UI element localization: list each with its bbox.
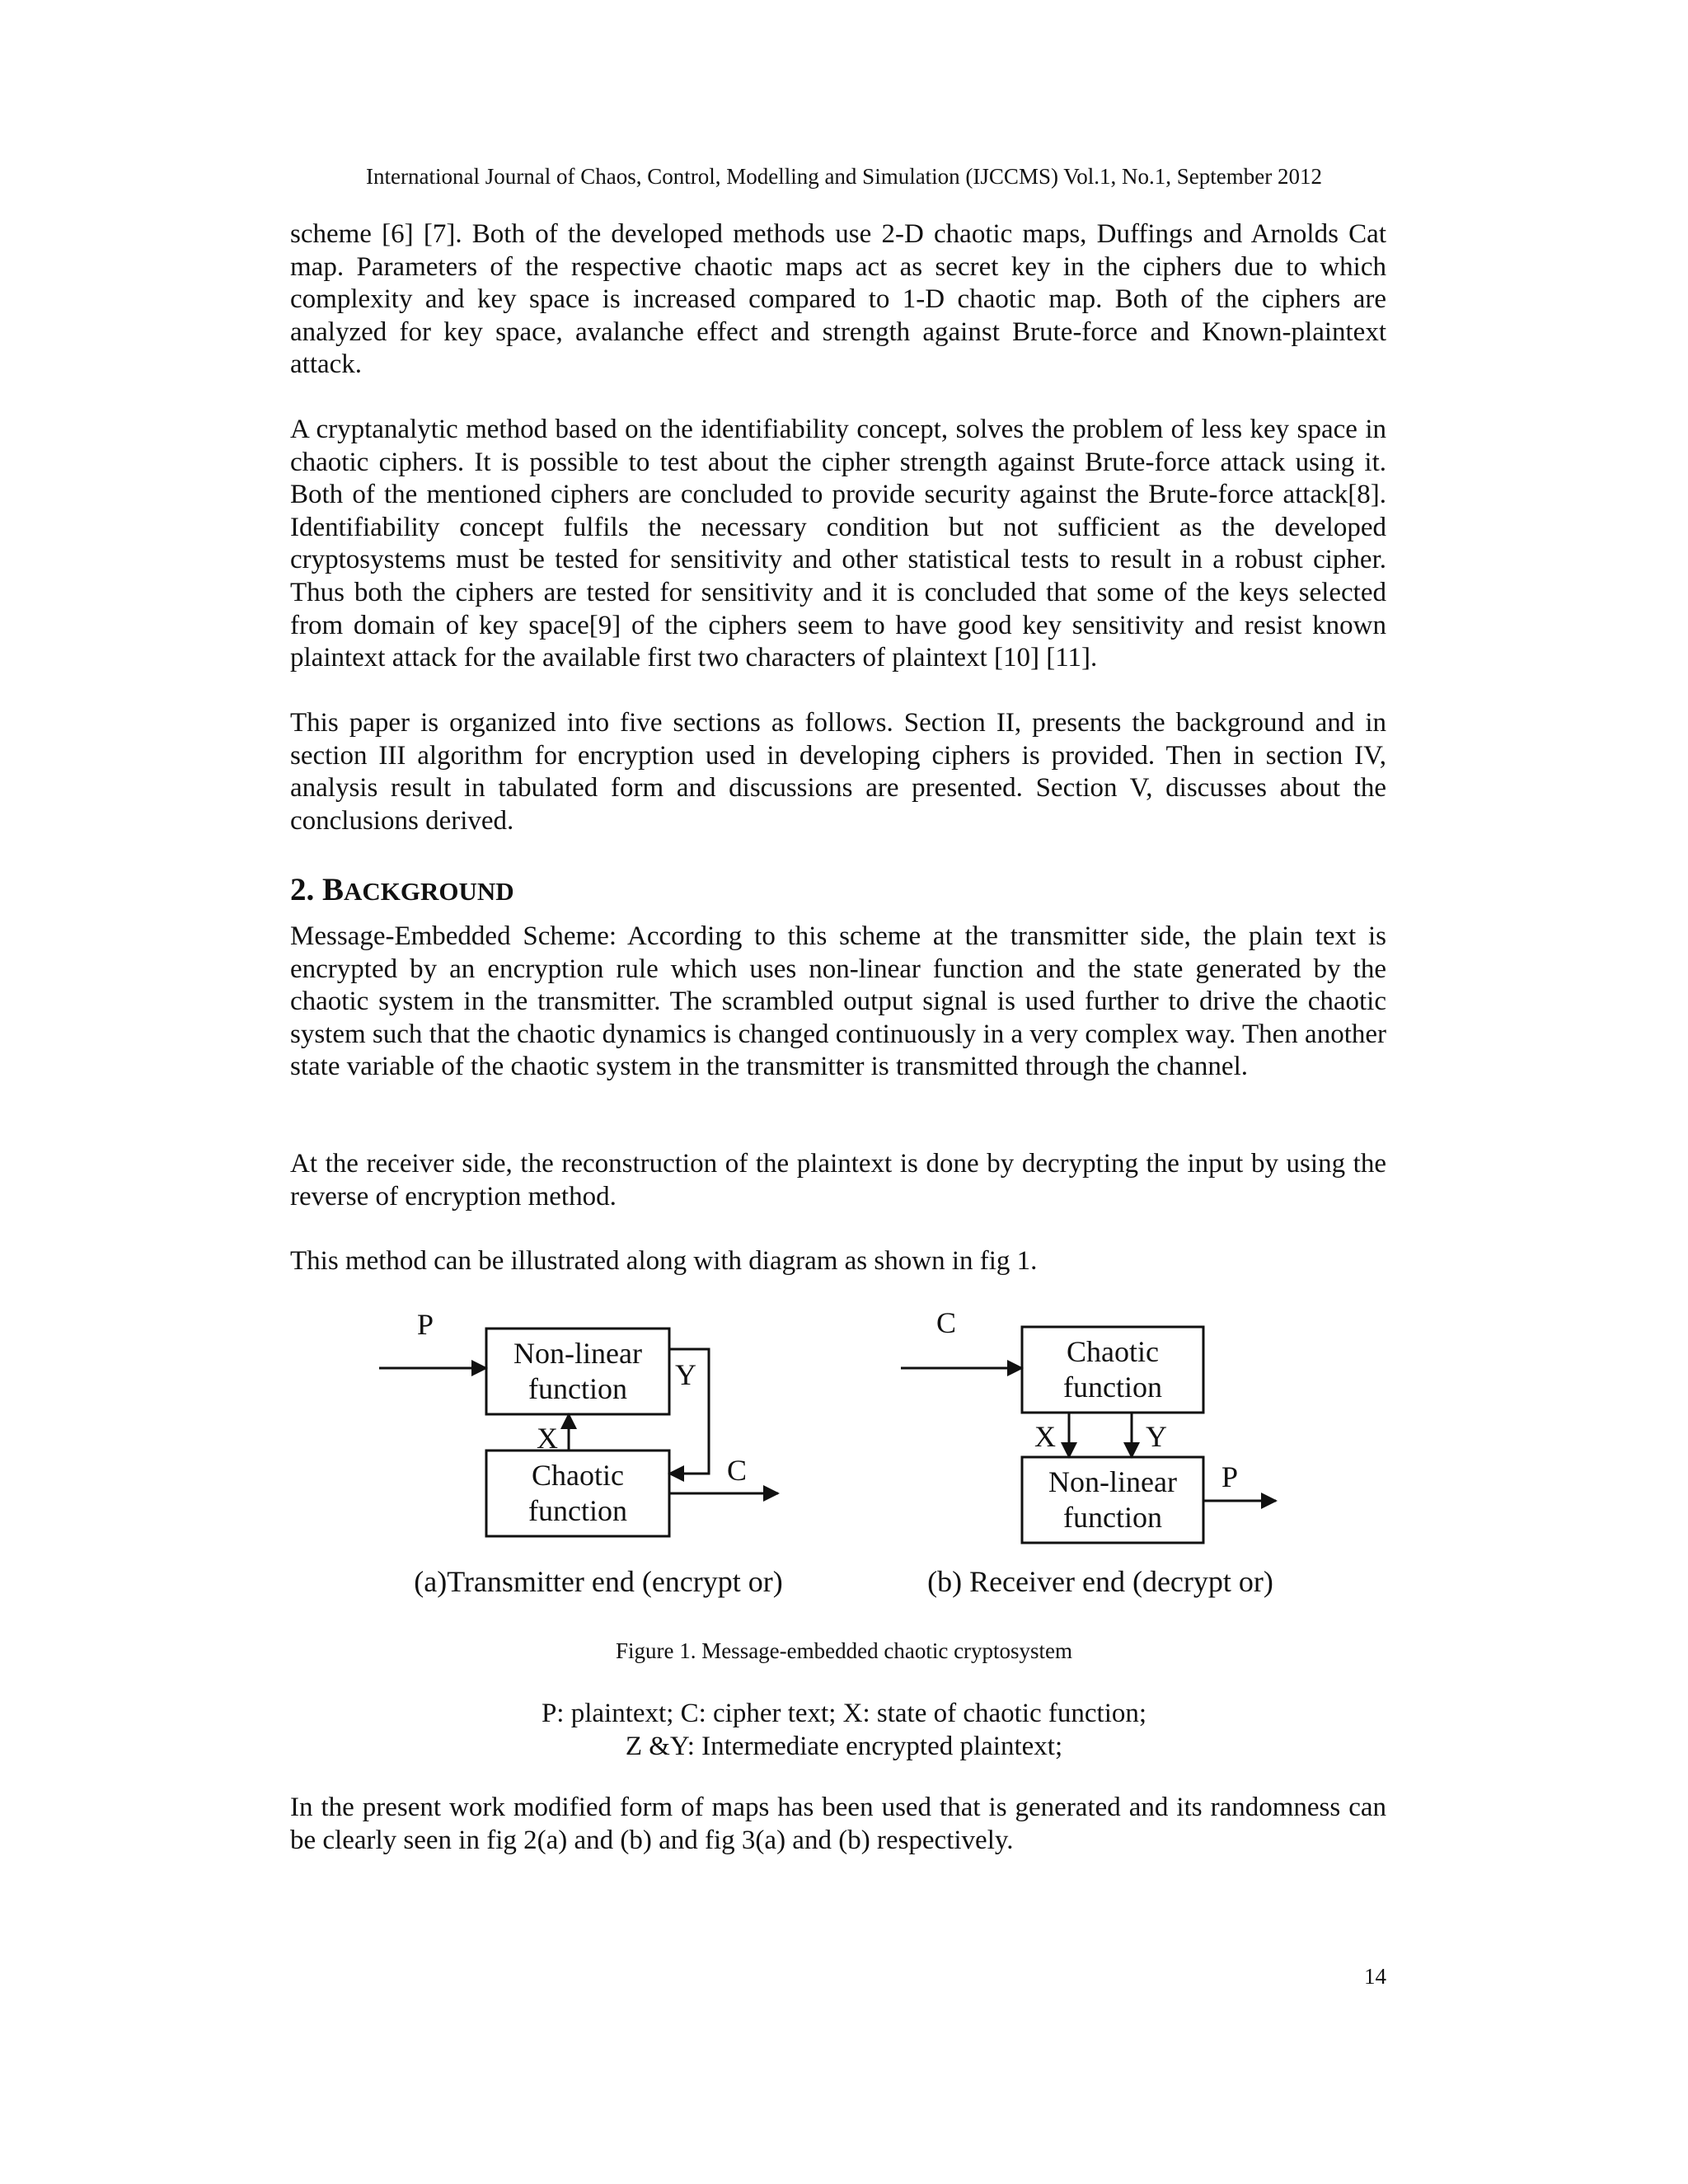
- background-paragraph-3: This method can be illustrated along with diagram as shown in fig 1.: [290, 1246, 1038, 1276]
- receiver-diagram: [901, 1306, 1276, 1598]
- transmitter-diagram: [379, 1308, 783, 1598]
- receiver-chaotic-line1: Chaotic: [1067, 1335, 1159, 1368]
- receiver-nonlinear-line1: Non-linear: [1048, 1465, 1177, 1498]
- transmitter-nonlinear-line2: function: [528, 1372, 627, 1405]
- receiver-nonlinear-line2: function: [1063, 1501, 1162, 1534]
- transmitter-chaotic-line1: Chaotic: [532, 1459, 624, 1492]
- transmitter-input-label: P: [416, 1308, 434, 1341]
- section-title-initial: B: [322, 872, 345, 907]
- receiver-x-label: X: [1034, 1420, 1056, 1453]
- receiver-y-label: Y: [1146, 1420, 1167, 1453]
- legend-line-1: P: plaintext; C: cipher text; X: state of chaotic function;: [541, 1699, 1147, 1728]
- transmitter-output-label: C: [726, 1454, 748, 1487]
- figure-1: [363, 1298, 1335, 1611]
- receiver-output-label: P: [1221, 1460, 1239, 1493]
- transmitter-x-label: X: [537, 1422, 558, 1455]
- figure-1-caption: Figure 1. Message-embedded chaotic cryptosystem: [615, 1638, 1073, 1663]
- figure-legend: [0, 1697, 1688, 1763]
- intro-paragraph-1: scheme [6] [7]. Both of the developed methods use 2-D chaotic maps, Duffings and Arnolds Cat map. Parameters of the respective chaotic maps act as secret key in the ciphers due to which complexity and key space is increased compared to 1-D chaotic map. Both of the ciphers are analyzed for key space, avalanche effect and strength against Brute-force and Known-plaintext attack.: [290, 219, 1386, 380]
- transmitter-subcaption: (a)Transmitter end (encrypt or): [414, 1565, 783, 1598]
- section-title-rest: ACKGROUND: [344, 877, 514, 906]
- background-paragraph-2: At the receiver side, the reconstruction of the plaintext is done by decrypting the input by using the reverse of encryption method.: [290, 1149, 1386, 1212]
- section-heading-background: [290, 871, 514, 911]
- background-paragraph-1: Message-Embedded Scheme: According to this scheme at the transmitter side, the plain text is encrypted by an encryption rule which uses non-linear function and the state generated by the chaotic system in the transmitter. The scrambled output signal is used further to drive the chaotic system such that the chaotic dynamics is changed continuously in a very complex way. Then another state variable of the chaotic system in the transmitter is transmitted through the channel.: [290, 921, 1386, 1082]
- figure-1-diagram: [363, 1298, 1335, 1611]
- transmitter-chaotic-line2: function: [528, 1494, 627, 1527]
- transmitter-y-label: Y: [675, 1358, 696, 1391]
- intro-paragraph-2: A cryptanalytic method based on the identifiability concept, solves the problem of less key space in chaotic ciphers. It is possible to test about the cipher strength against Brute-force attack using it. Both of the mentioned ciphers are concluded to provide security against the Brute-force attack[8]. Identifiability concept fulfils the necessary condition but not sufficient as the developed cryptosystems must be tested for sensitivity and other statistical tests to result in a robust cipher. Thus both the ciphers are tested for sensitivity and it is concluded that some of the keys selected from domain of key space[9] of the ciphers seem to have good key sensitivity and resist known plaintext attack for the available first two characters of plaintext [10] [11].: [290, 415, 1386, 673]
- closing-paragraph: In the present work modified form of maps has been used that is generated and its randomness can be clearly seen in fig 2(a) and (b) and fig 3(a) and (b) respectively.: [290, 1793, 1386, 1855]
- page-number: 14: [1364, 1964, 1386, 1989]
- transmitter-nonlinear-line1: Non-linear: [513, 1337, 642, 1370]
- legend-line-2: Z &Y: Intermediate encrypted plaintext;: [625, 1732, 1063, 1761]
- section-number: 2.: [290, 872, 322, 907]
- receiver-chaotic-line2: function: [1063, 1371, 1162, 1404]
- receiver-input-label: C: [935, 1306, 957, 1339]
- receiver-subcaption: (b) Receiver end (decrypt or): [927, 1565, 1273, 1598]
- running-header: International Journal of Chaos, Control, Modelling and Simulation (IJCCMS) Vol.1, No.1, September 2012: [366, 164, 1322, 189]
- intro-paragraph-3: This paper is organized into five sections as follows. Section II, presents the background and in section III algorithm for encryption used in developing ciphers is provided. Then in section IV, analysis result in tabulated form and discussions are presented. Section V, discusses about the conclusions derived.: [290, 708, 1386, 836]
